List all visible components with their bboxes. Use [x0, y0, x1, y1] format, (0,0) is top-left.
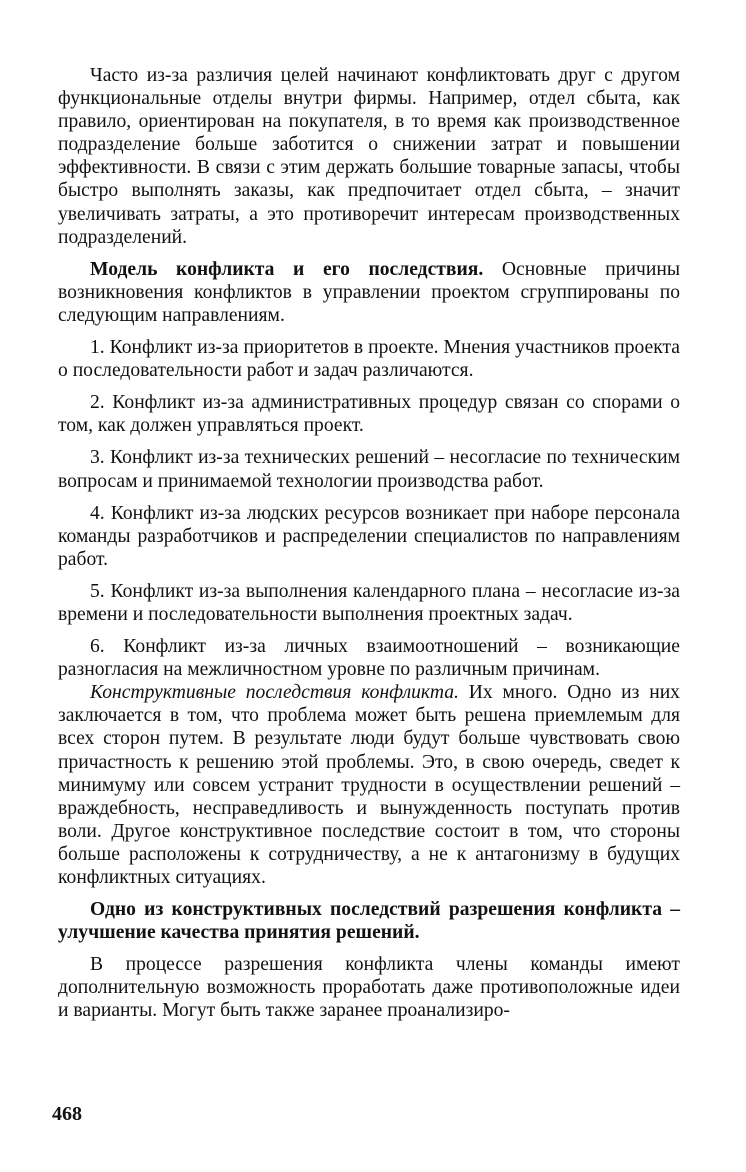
- list-item: 5. Конфликт из-за выполнения календарного плана – несогласие из-за времени и последовательности выполнения проектных задач.: [58, 580, 680, 625]
- page-text: [58, 64, 680, 1023]
- list-item: 6. Конфликт из-за личных взаимоотношений – возникающие разногласия на межличностном уровне по различным причинам.: [58, 636, 680, 681]
- paragraph-decision-quality: Одно из конструктивных последствий разрешения конфликта – улучшение качества принятия решений.: [58, 899, 680, 944]
- paragraph-resolution-process: В процессе разрешения конфликта члены команды имеют дополнительную возможность проработать даже противоположные идеи и варианты. Могут быть также заранее проанализиро-: [58, 954, 680, 1022]
- constructive-consequences-text: Их много. Одно из них заключается в том, что проблема может быть решена приемлемым для всех сторон путем. В результате люди будут больше чувствовать свою причастность к решению этой проблемы. Это, в свою очередь, сведет к минимуму или совсем устранит трудности в осуществлении решений – враждебность, несправедливость и вынужденность поступать против воли. Другое конструктивное последствие состоит в том, что стороны больше расположены к сотрудничеству, а не к антагонизму в будущих конфликтных ситуациях.: [58, 682, 680, 888]
- paragraph-constructive-consequences: [58, 681, 680, 889]
- list-item: 1. Конфликт из-за приоритетов в проекте. Мнения участников проекта о последовательности работ и задач различаются.: [58, 337, 680, 382]
- list-item: 2. Конфликт из-за административных процедур связан со спорами о том, как должен управляться проект.: [58, 392, 680, 437]
- page-number: 468: [52, 1103, 82, 1125]
- constructive-consequences-heading: Конструктивные последствия конфликта.: [90, 682, 459, 704]
- paragraph-conflict-model: [58, 258, 680, 327]
- list-item: 3. Конфликт из-за технических решений – несогласие по техническим вопросам и принимаемой технологии производства работ.: [58, 447, 680, 492]
- paragraph-departments: Часто из-за различия целей начинают конфликтовать друг с другом функциональные отделы внутри фирмы. Например, отдел сбыта, как правило, ориентирован на покупателя, в то время как производственное подразделение больше заботится о снижении затрат и повышении эффективности. В связи с этим держать большие товарные запасы, чтобы быстро выполнять заказы, как предпочитает отдел сбыта, – значит увеличивать затраты, а это противоречит интересам производственных подразделений.: [58, 65, 680, 248]
- conflict-model-heading: Модель конфликта и его последствия.: [90, 258, 484, 280]
- conflict-model-text: Основные причины возникновения конфликтов в управлении проектом сгруппированы по следующим направлениям.: [58, 258, 680, 326]
- list-item: 4. Конфликт из-за людских ресурсов возникает при наборе персонала команды разработчиков и распределении специалистов по направлениям работ.: [58, 502, 680, 570]
